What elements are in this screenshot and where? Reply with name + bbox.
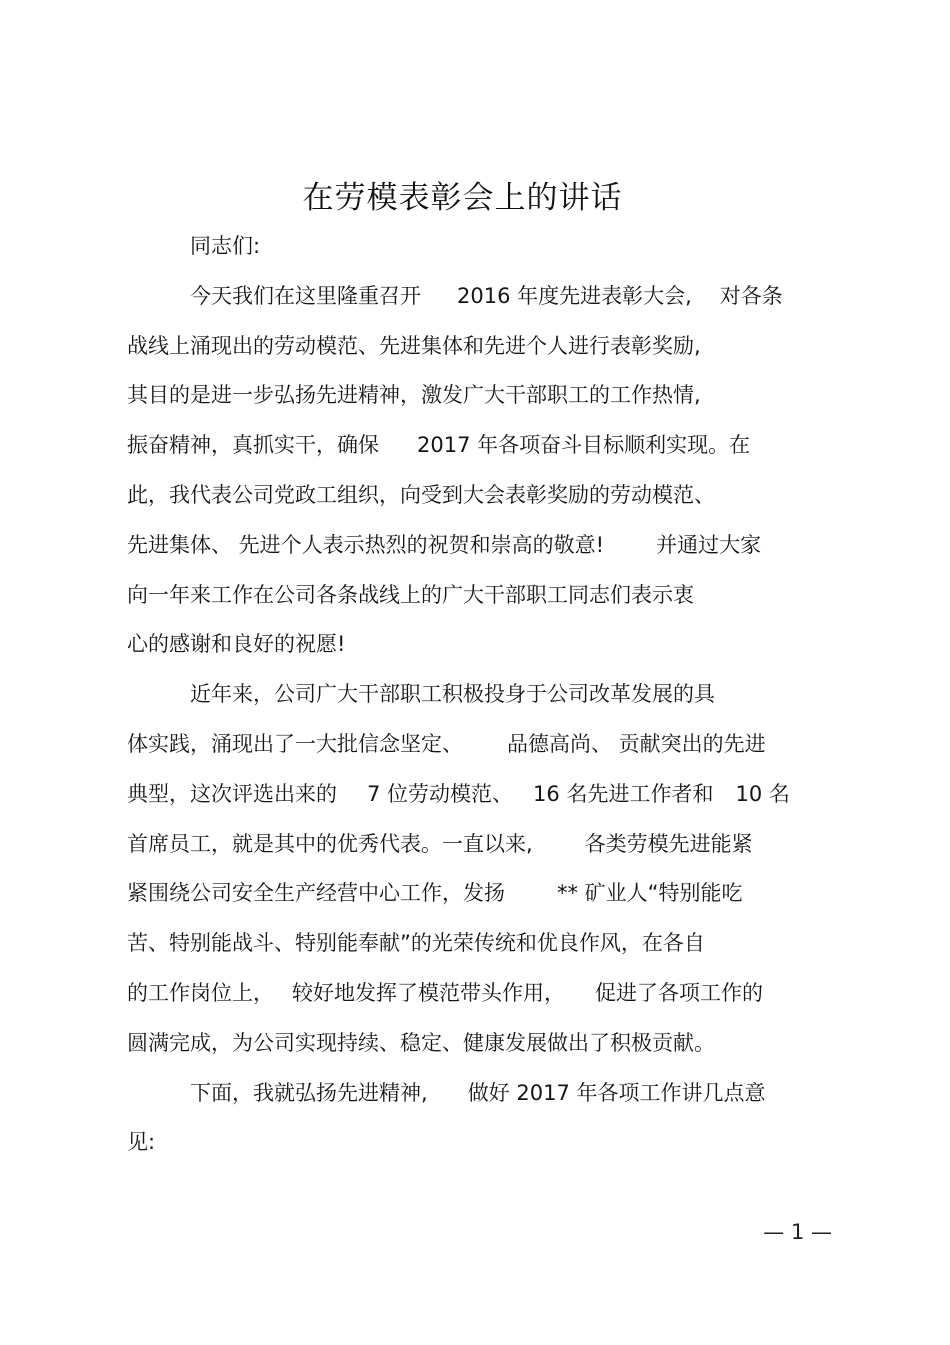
- paragraph-1-line-8: 心的感谢和良好的祝愿!: [127, 632, 346, 656]
- text-segment: 并通过大家: [656, 533, 762, 557]
- text-segment: 7 位劳动模范、: [367, 782, 514, 806]
- paragraph-2-line-4: [127, 830, 753, 858]
- paragraph-2-line-1: 近年来，公司广大干部职工积极投身于公司改革发展的具: [190, 682, 715, 706]
- page-number: — 1 —: [763, 1220, 832, 1244]
- text-segment: ** 矿业人“特别能吃: [557, 881, 743, 905]
- paragraph-2-line-3: [127, 780, 790, 808]
- text-segment: 做好 2017 年各项工作讲几点意: [467, 1081, 766, 1105]
- paragraph-1-line-5: 此，我代表公司党政工组织，向受到大会表彰奖励的劳动模范、: [127, 483, 715, 507]
- text-segment: 各类劳模先进能紧: [584, 832, 753, 856]
- text-segment: 下面，我就弘扬先进精神,: [190, 1081, 428, 1105]
- text-segment: 今天我们在这里隆重召开: [190, 284, 421, 308]
- paragraph-3-line-2: 见:: [127, 1130, 156, 1154]
- text-segment: 10 名: [735, 782, 790, 806]
- paragraph-1-line-1: [190, 282, 783, 310]
- paragraph-2-line-6: 苦、特别能战斗、特别能奉献”的光荣传统和优良作风，在各自: [127, 931, 705, 955]
- paragraph-2-line-2: [127, 730, 766, 758]
- paragraph-2-line-7: [127, 979, 763, 1007]
- paragraph-1-line-6: [127, 531, 761, 559]
- paragraph-3-line-1: [190, 1079, 765, 1107]
- text-segment: 2016 年度先进表彰大会,: [457, 284, 692, 308]
- paragraph-1-line-2: 战线上涌现出的劳动模范、先进集体和先进个人进行表彰奖励,: [127, 334, 701, 358]
- text-segment: 促进了各项工作的: [595, 981, 763, 1005]
- text-segment: 紧围绕公司安全生产经营中心工作，发扬: [127, 881, 505, 905]
- text-segment: 振奋精神，真抓实干，确保: [127, 433, 379, 457]
- text-segment: 典型，这次评选出来的: [127, 782, 337, 806]
- paragraph-2-line-5: [127, 879, 743, 907]
- text-segment: 2017 年各项奋斗目标顺利实现。在: [417, 433, 751, 457]
- paragraph-1-line-7: 向一年来工作在公司各条战线上的广大干部职工同志们表示衷: [127, 583, 694, 607]
- text-segment: 较好地发挥了模范带头作用，: [292, 981, 565, 1005]
- paragraph-1-line-4: [127, 431, 750, 459]
- text-segment: 体实践，涌现出了一大批信念坚定、: [127, 732, 463, 756]
- document-title: 在劳模表彰会上的讲话: [302, 180, 623, 216]
- text-segment: 16 名先进工作者和: [533, 782, 714, 806]
- text-segment: 先进集体、 先进个人表示热烈的祝贺和崇高的敬意!: [127, 533, 605, 557]
- paragraph-2-line-8: 圆满完成，为公司实现持续、稳定、健康发展做出了积极贡献。: [127, 1031, 715, 1055]
- text-segment: 的工作岗位上，: [127, 981, 274, 1005]
- paragraph-1-line-3: 其目的是进一步弘扬先进精神，激发广大干部职工的工作热情,: [127, 383, 701, 407]
- text-segment: 品德高尚、 贡献突出的先进: [507, 732, 766, 756]
- salutation: 同志们:: [190, 234, 261, 258]
- text-segment: 对各条: [719, 284, 783, 308]
- text-segment: 首席员工，就是其中的优秀代表。一直以来,: [127, 832, 533, 856]
